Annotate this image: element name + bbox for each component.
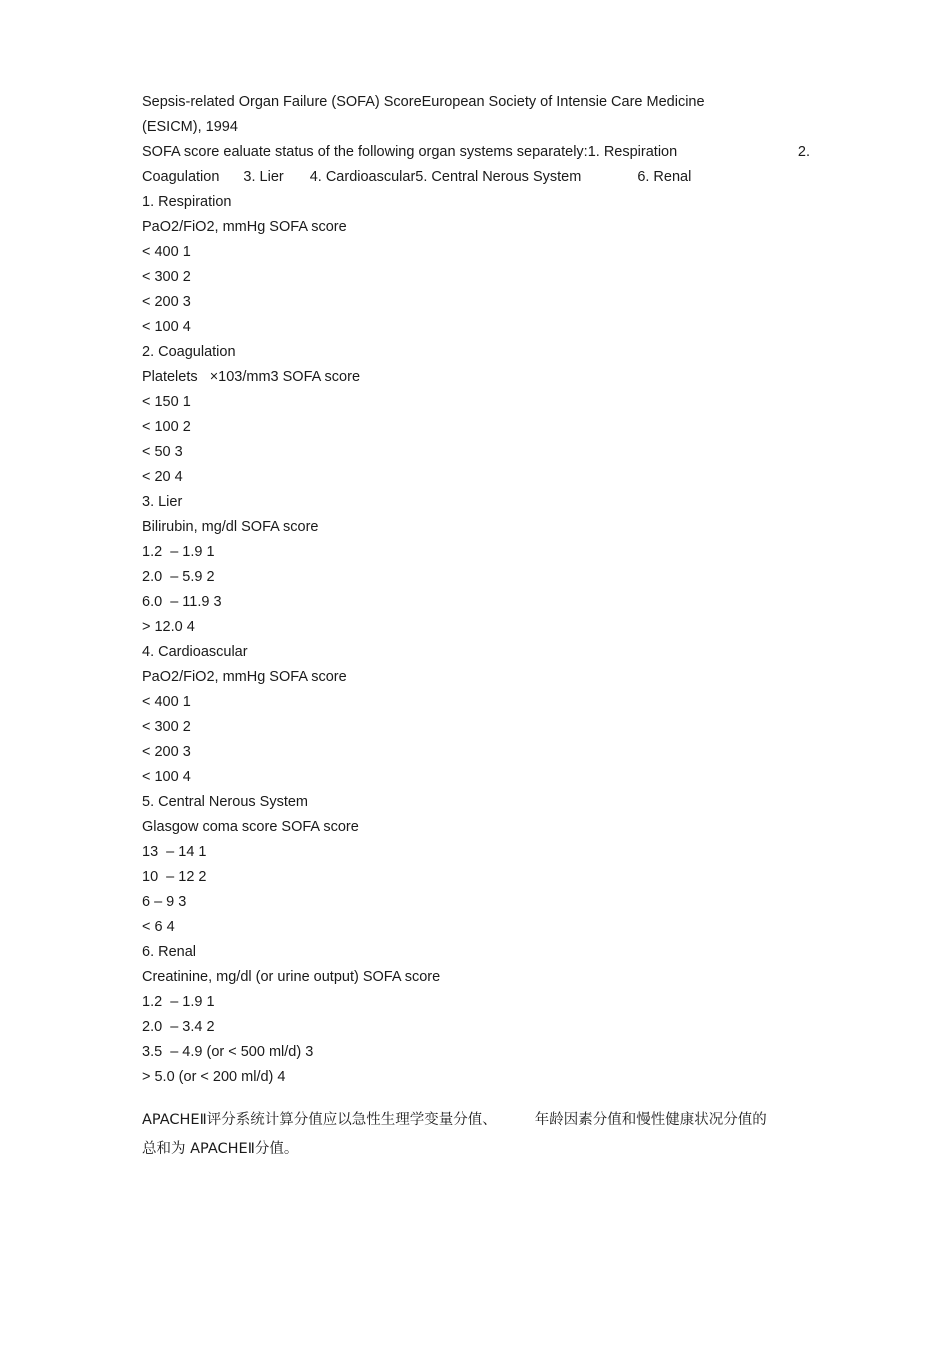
sofa-section bbox=[142, 640, 810, 790]
section-column-header: PaO2/FiO2, mmHg SOFA score bbox=[142, 669, 347, 685]
score-row: < 100 4 bbox=[142, 319, 191, 335]
score-row: 1.2 – 1.9 1 bbox=[142, 544, 215, 560]
apache-line-1-part-a: APACHEⅡ评分系统计算分值应以急性生理学变量分值、 bbox=[142, 1112, 497, 1128]
sofa-section bbox=[142, 940, 810, 1090]
score-row: > 12.0 4 bbox=[142, 619, 195, 635]
score-row: > 5.0 (or < 200 ml/d) 4 bbox=[142, 1069, 286, 1085]
score-row: < 50 3 bbox=[142, 444, 183, 460]
score-row: 10 – 12 2 bbox=[142, 869, 207, 885]
section-title: 5. Central Nerous System bbox=[142, 794, 309, 810]
score-row: < 100 4 bbox=[142, 769, 191, 785]
score-row: < 200 3 bbox=[142, 294, 191, 310]
section-title: 1. Respiration bbox=[142, 194, 232, 210]
sofa-section bbox=[142, 190, 810, 340]
sofa-sections bbox=[142, 190, 810, 1090]
intro-item-renal: 6. Renal bbox=[637, 169, 692, 185]
section-title: 4. Cardioascular bbox=[142, 644, 248, 660]
section-column-header: PaO2/FiO2, mmHg SOFA score bbox=[142, 219, 347, 235]
score-row: < 100 2 bbox=[142, 419, 191, 435]
sofa-section bbox=[142, 790, 810, 940]
score-row: < 300 2 bbox=[142, 719, 191, 735]
score-row: < 6 4 bbox=[142, 919, 175, 935]
section-column-header: Platelets ×103/mm3 SOFA score bbox=[142, 369, 361, 385]
score-row: < 300 2 bbox=[142, 269, 191, 285]
apache-line-2: 总和为 APACHEⅡ分值。 bbox=[142, 1141, 299, 1157]
section-column-header: Glasgow coma score SOFA score bbox=[142, 819, 359, 835]
sofa-section bbox=[142, 340, 810, 490]
score-row: < 400 1 bbox=[142, 694, 191, 710]
title-line-1: Sepsis-related Organ Failure (SOFA) ScoreEuropean Society of Intensie Care Medicine bbox=[142, 94, 705, 110]
score-row: 6.0 – 11.9 3 bbox=[142, 594, 222, 610]
document-body bbox=[142, 90, 810, 1164]
score-row: 2.0 – 3.4 2 bbox=[142, 1019, 215, 1035]
apache-line-1 bbox=[142, 1106, 810, 1135]
section-column-header: Creatinine, mg/dl (or urine output) SOFA score bbox=[142, 969, 441, 985]
apache-paragraph bbox=[142, 1106, 810, 1164]
section-title: 2. Coagulation bbox=[142, 344, 236, 360]
score-row: 1.2 – 1.9 1 bbox=[142, 994, 215, 1010]
apache-line-1-part-b: 年龄因素分值和慢性健康状况分值的 bbox=[534, 1112, 767, 1128]
intro-text: SOFA score ealuate status of the following organ systems separately:1. Respiration bbox=[142, 144, 678, 160]
score-row: < 150 1 bbox=[142, 394, 191, 410]
section-column-header: Bilirubin, mg/dl SOFA score bbox=[142, 519, 319, 535]
intro-line-1 bbox=[142, 140, 810, 165]
sofa-section bbox=[142, 490, 810, 640]
score-row: 13 – 14 1 bbox=[142, 844, 207, 860]
intro-item-number: 2. bbox=[797, 144, 810, 160]
section-title: 6. Renal bbox=[142, 944, 197, 960]
score-row: < 400 1 bbox=[142, 244, 191, 260]
intro-item-liver: 3. Lier bbox=[243, 169, 284, 185]
score-row: 3.5 – 4.9 (or < 500 ml/d) 3 bbox=[142, 1044, 314, 1060]
score-row: < 20 4 bbox=[142, 469, 183, 485]
score-row: 6 – 9 3 bbox=[142, 894, 187, 910]
score-row: 2.0 – 5.9 2 bbox=[142, 569, 215, 585]
title-line-2: (ESICM), 1994 bbox=[142, 119, 238, 135]
section-title: 3. Lier bbox=[142, 494, 183, 510]
intro-item-cardio-cns: 4. Cardioascular5. Central Nerous System bbox=[309, 169, 582, 185]
intro-item-coagulation: Coagulation bbox=[142, 169, 220, 185]
score-row: < 200 3 bbox=[142, 744, 191, 760]
intro-line-2 bbox=[142, 165, 810, 190]
